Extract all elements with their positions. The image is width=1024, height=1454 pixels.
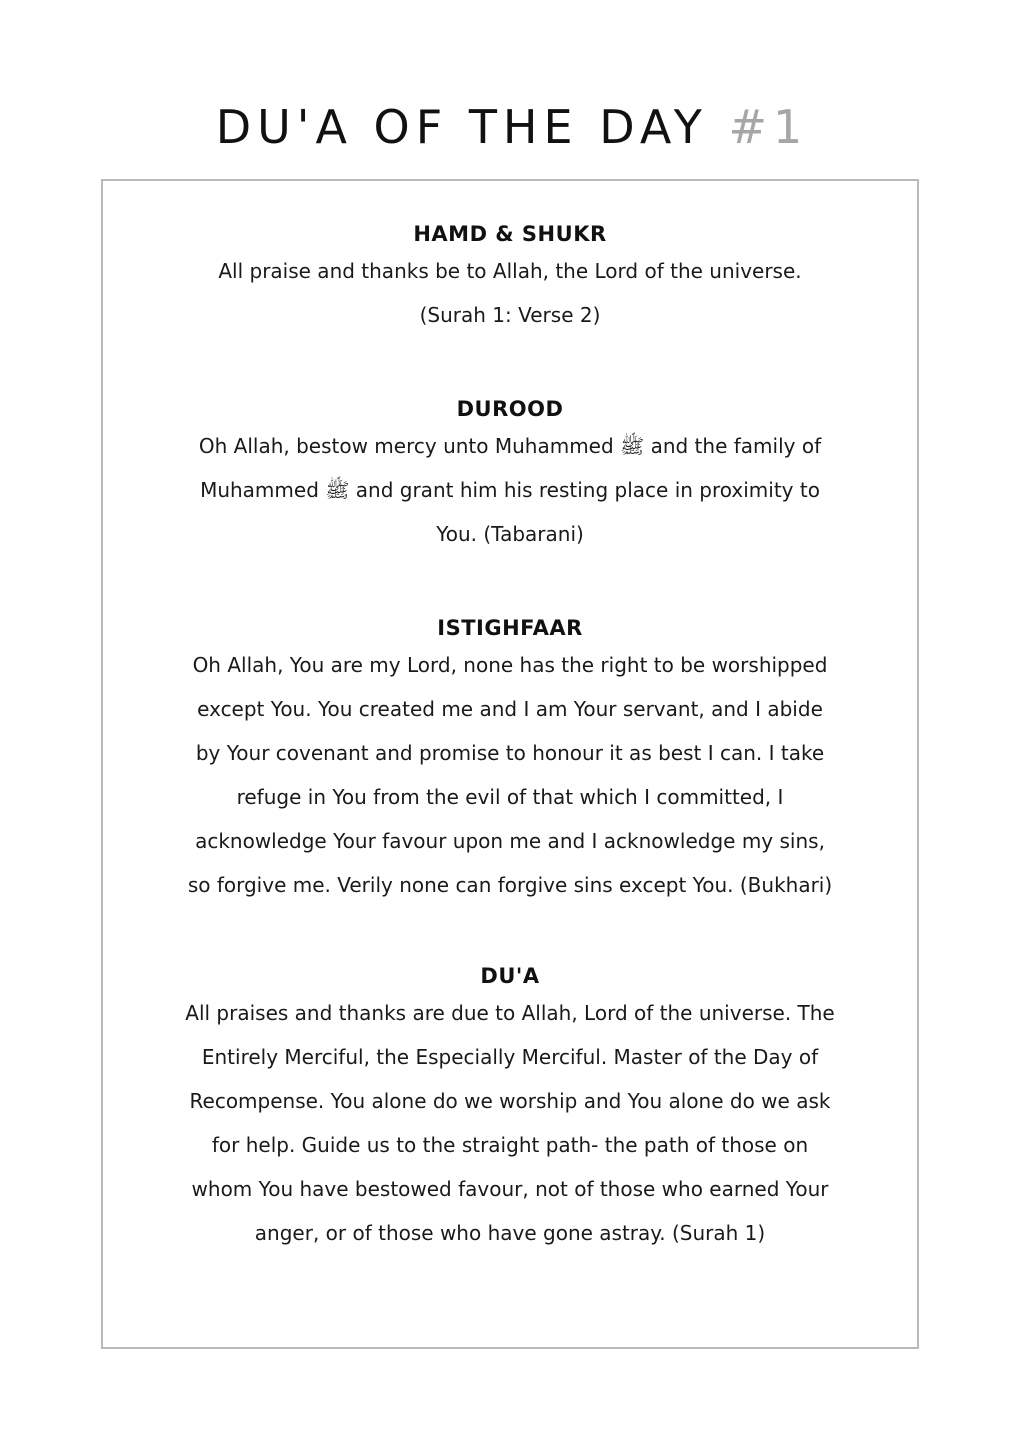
text-line: refuge in You from the evil of that which I committed, I bbox=[236, 785, 784, 809]
page-title-text: DU'A OF THE DAY bbox=[215, 100, 708, 154]
text-line: All praises and thanks are due to Allah, Lord of the universe. The bbox=[185, 1001, 835, 1025]
text-line: Muhammed ﷺ and grant him his resting place in proximity to bbox=[200, 478, 820, 502]
text-line: (Surah 1: Verse 2) bbox=[419, 303, 601, 327]
page-title-number: #1 bbox=[728, 100, 809, 154]
section-body bbox=[133, 249, 887, 337]
text-line: Recompense. You alone do we worship and You alone do we ask bbox=[189, 1089, 831, 1113]
text-line: except You. You created me and I am Your servant, and I abide bbox=[197, 697, 823, 721]
section-body bbox=[133, 991, 887, 1255]
section-body bbox=[133, 643, 887, 907]
section-heading: DU'A bbox=[480, 964, 540, 988]
section-dua bbox=[133, 961, 887, 1255]
text-line: All praise and thanks be to Allah, the Lord of the universe. bbox=[218, 259, 802, 283]
text-line: anger, or of those who have gone astray. (Surah 1) bbox=[254, 1221, 766, 1245]
section-hamd-shukr bbox=[133, 219, 887, 337]
text-line: for help. Guide us to the straight path- the path of those on bbox=[211, 1133, 809, 1157]
section-heading: HAMD & SHUKR bbox=[413, 222, 607, 246]
section-heading: DUROOD bbox=[456, 397, 564, 421]
section-heading: ISTIGHFAAR bbox=[437, 616, 583, 640]
text-line: Oh Allah, bestow mercy unto Muhammed ﷺ and the family of bbox=[198, 434, 822, 458]
text-line: whom You have bestowed favour, not of those who earned Your bbox=[191, 1177, 829, 1201]
text-line: You. (Tabarani) bbox=[436, 522, 584, 546]
text-line: Oh Allah, You are my Lord, none has the right to be worshipped bbox=[192, 653, 828, 677]
text-line: acknowledge Your favour upon me and I acknowledge my sins, bbox=[195, 829, 825, 853]
text-line: so forgive me. Verily none can forgive sins except You. (Bukhari) bbox=[187, 873, 833, 897]
page-title bbox=[0, 92, 1024, 162]
dua-content-box bbox=[101, 179, 919, 1349]
section-istighfaar bbox=[133, 613, 887, 907]
text-line: Entirely Merciful, the Especially Merciful. Master of the Day of bbox=[201, 1045, 819, 1069]
text-line: by Your covenant and promise to honour it as best I can. I take bbox=[195, 741, 825, 765]
section-durood bbox=[133, 394, 887, 556]
section-body bbox=[133, 424, 887, 556]
